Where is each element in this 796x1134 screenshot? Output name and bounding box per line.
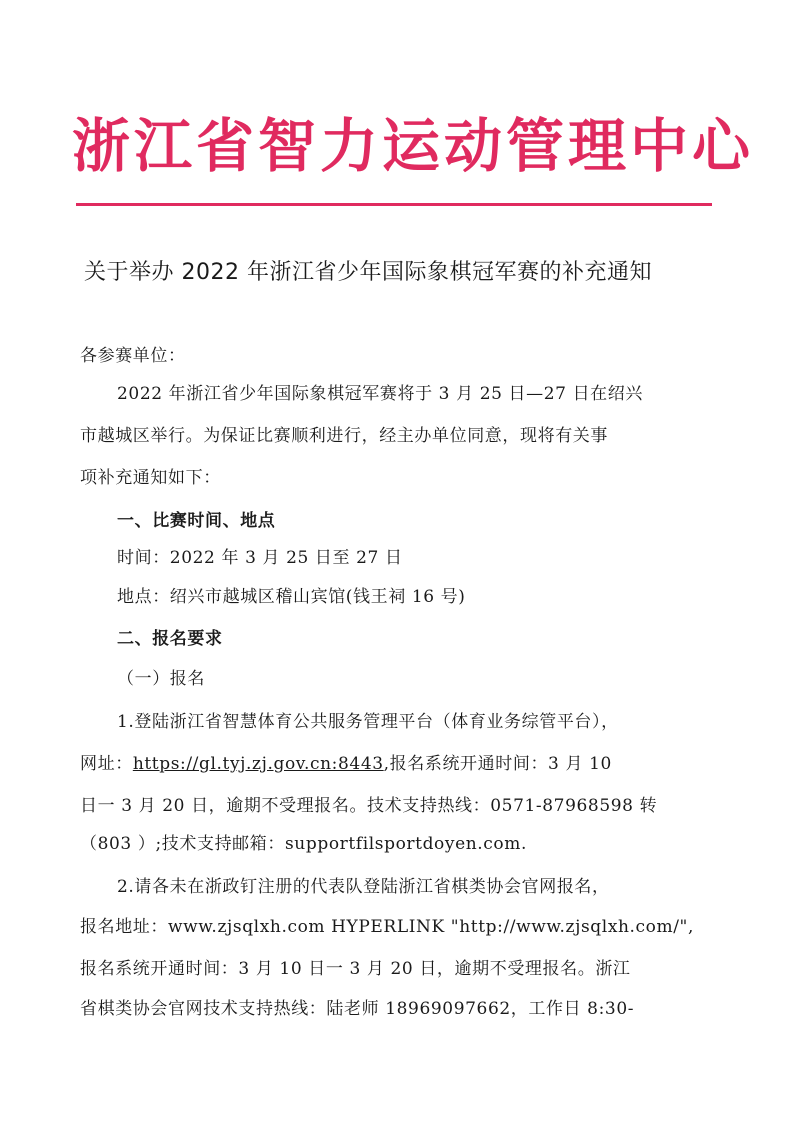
item-2-line-3: 报名系统开通时间：3 月 10 日一 3 月 20 日，逾期不受理报名。浙江 (80, 959, 631, 979)
item-1-line-3: 日一 3 月 20 日，逾期不受理报名。技术支持热线：0571-87968598 转 (80, 796, 658, 816)
letterhead-divider (76, 203, 712, 206)
event-time: 时间：2022 年 3 月 25 日至 27 日 (117, 548, 403, 568)
item-2-line-2: 报名地址：www.zjsqlxh.com HYPERLINK "http://www.zjsqlxh.com/", (80, 917, 694, 937)
salutation: 各参赛单位： (80, 346, 186, 366)
intro-line-1: 2022 年浙江省少年国际象棋冠军赛将于 3 月 25 日—27 日在绍兴 (117, 384, 643, 404)
intro-line-2: 市越城区举行。为保证比赛顺利进行，经主办单位同意，现将有关事 (80, 426, 608, 446)
item-1-line-1: 1.登陆浙江省智慧体育公共服务管理平台（体育业务综管平台）， (117, 712, 619, 732)
letterhead-org-name: 浙江省智力运动管理中心 (72, 112, 755, 180)
item-2-line-1: 2.请各未在浙政钉注册的代表队登陆浙江省棋类协会官网报名， (117, 877, 610, 897)
intro-line-3: 项补充通知如下： (80, 468, 221, 488)
registration-open-time: ,报名系统开通时间：3 月 10 (383, 754, 612, 774)
notice-title: 关于举办 2022 年浙江省少年国际象棋冠军赛的补充通知 (84, 260, 652, 285)
item-2-line-4: 省棋类协会官网技术支持热线：陆老师 18969097662，工作日 8:30- (80, 999, 635, 1019)
item-1-line-4: （803 ）;技术支持邮箱：supportfilsportdoyen.com. (80, 834, 527, 854)
event-place: 地点：绍兴市越城区稽山宾馆(钱王祠 16 号) (117, 587, 466, 607)
registration-platform-link[interactable]: https://gl.tyj.zj.gov.cn:8443 (132, 754, 384, 774)
item-1-line-2 (80, 751, 612, 777)
section-1-heading: 一、比赛时间、地点 (117, 511, 276, 531)
url-label: 网址： (80, 754, 133, 774)
section-2-heading: 二、报名要求 (117, 629, 223, 649)
registration-subheading: （一）报名 (117, 669, 205, 689)
